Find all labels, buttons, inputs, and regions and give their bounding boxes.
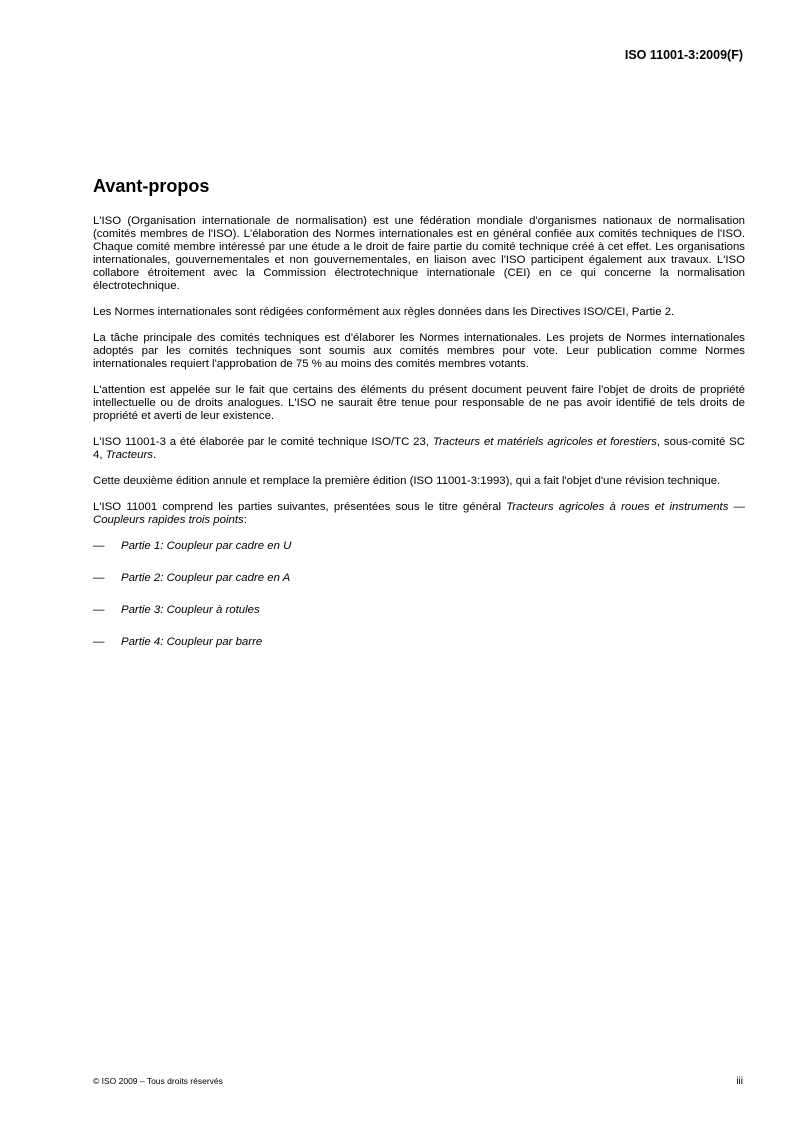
list-item bbox=[93, 572, 745, 585]
list-dash: — bbox=[93, 636, 105, 648]
prepared-by-end: . bbox=[152, 449, 157, 461]
list-item bbox=[93, 636, 745, 649]
list-item bbox=[93, 604, 745, 617]
list-dash: — bbox=[93, 604, 105, 616]
list-item-text: Partie 4: Coupleur par barre bbox=[121, 636, 263, 648]
paragraph-directives: Les Normes internationales sont rédigées conformément aux règles données dans les Directives ISO/CEI, Partie 2. bbox=[93, 306, 675, 318]
prepared-by-sub: , sous-comité SC 4, bbox=[93, 436, 745, 461]
subcommittee-title: Tracteurs bbox=[105, 449, 153, 461]
list-item bbox=[93, 540, 745, 553]
parts-intro-text: L'ISO 11001 comprend les parties suivantes, présentées sous le titre général bbox=[93, 501, 507, 513]
general-title: Tracteurs agricoles à roues et instruments — Coupleurs rapides trois points bbox=[93, 501, 746, 526]
committee-title: Tracteurs et matériels agricoles et forestiers bbox=[432, 436, 657, 448]
list-item-text: Partie 2: Coupleur par cadre en A bbox=[121, 572, 291, 584]
page-number: iii bbox=[736, 1076, 743, 1087]
list-dash: — bbox=[93, 572, 105, 584]
list-item-text: Partie 1: Coupleur par cadre en U bbox=[121, 540, 292, 552]
document-body bbox=[93, 176, 745, 668]
page-title: Avant-propos bbox=[93, 176, 210, 196]
header-doc-ref: ISO 11001-3:2009(F) bbox=[624, 48, 743, 62]
paragraph-technical-committees: La tâche principale des comités techniques est d'élaborer les Normes internationales. Les projets de Normes internationales adoptés par les comités techniques sont soumis aux comités membres pour vote. Leur publication comme Normes internationales requiert l'approbation de 75 % au moins des comités membres votants. bbox=[93, 332, 745, 370]
paragraph-patent-notice: L'attention est appelée sur le fait que certains des éléments du présent document peuvent faire l'objet de droits de propriété intellectuelle ou de droits analogues. L'ISO ne saurait être tenue pour responsable de ne pas avoir identifié de tels droits de propriété et averti de leur existence. bbox=[93, 384, 745, 422]
paragraph-edition: Cette deuxième édition annule et remplace la première édition (ISO 11001-3:1993), qui a fait l'objet d'une révision technique. bbox=[93, 475, 721, 487]
parts-intro-end: : bbox=[243, 514, 247, 526]
list-dash: — bbox=[93, 540, 105, 552]
copyright-notice: © ISO 2009 – Tous droits réservés bbox=[93, 1076, 223, 1086]
prepared-by-text: L'ISO 11001-3 a été élaborée par le comité technique ISO/TC 23, bbox=[93, 436, 433, 448]
paragraph-prepared-by bbox=[93, 436, 745, 462]
page-footer bbox=[93, 1076, 743, 1087]
paragraph-iso-intro: L'ISO (Organisation internationale de normalisation) est une fédération mondiale d'organismes nationaux de normalisation (comités membres de l'ISO). L'élaboration des Normes internationales est en général confiée aux comités techniques de l'ISO. Chaque comité membre intéressé par une étude a le droit de faire partie du comité technique créé à cet effet. Les organisations internationales, gouvernementales et non gouvernementales, en liaison avec l'ISO participent également aux travaux. L'ISO collabore étroitement avec la Commission électrotechnique internationale (CEI) en ce qui concerne la normalisation électrotechnique. bbox=[93, 215, 745, 292]
list-item-text: Partie 3: Coupleur à rotules bbox=[121, 604, 260, 616]
parts-list bbox=[93, 540, 745, 649]
paragraph-parts-intro bbox=[93, 501, 745, 527]
